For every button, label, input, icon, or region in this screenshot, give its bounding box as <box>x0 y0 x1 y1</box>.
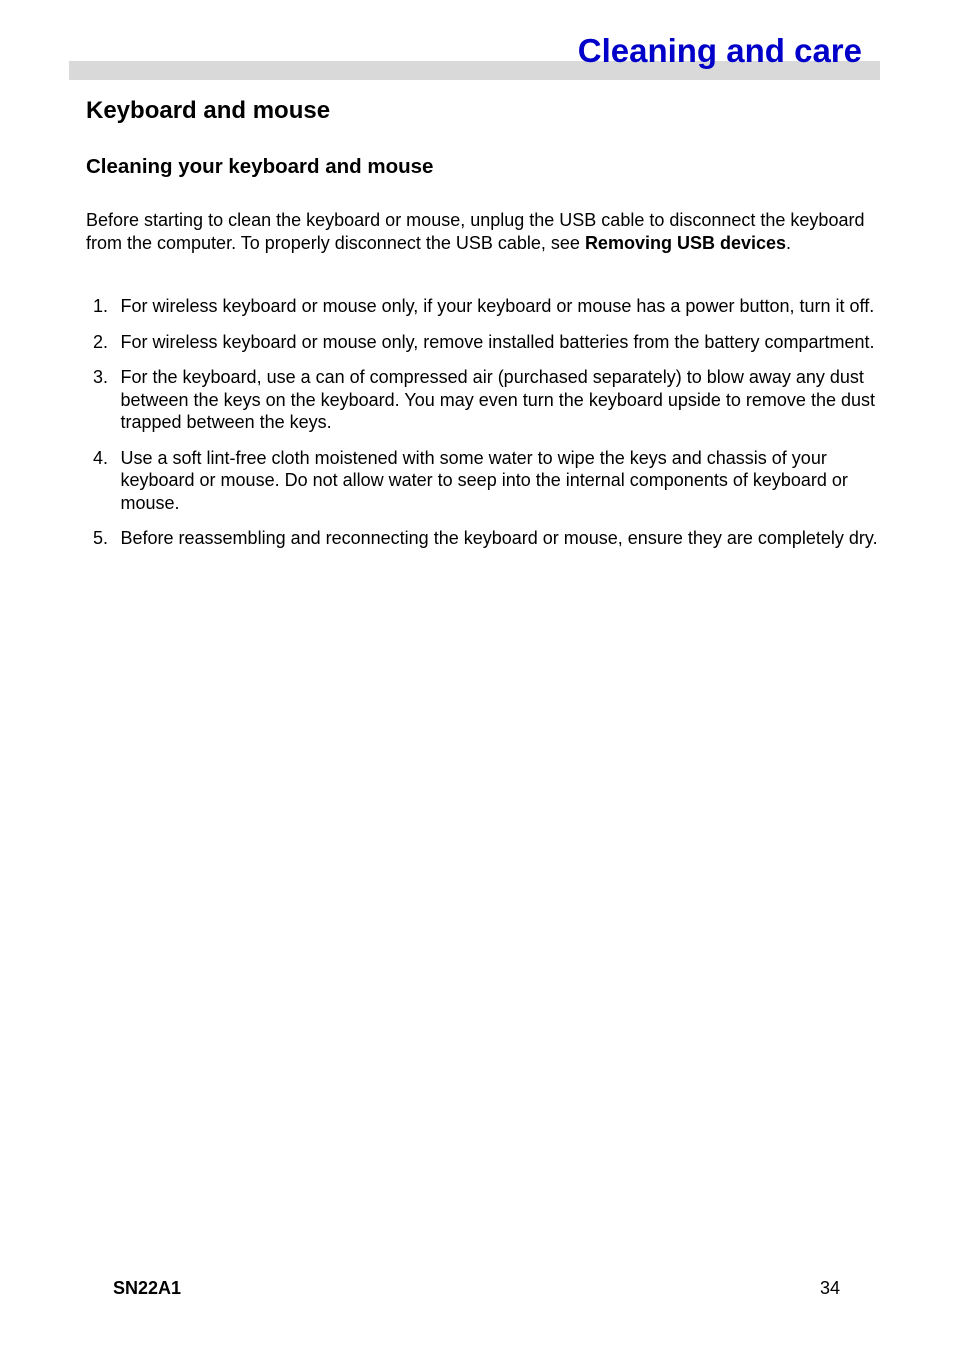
page-number: 34 <box>819 1278 840 1298</box>
list-item <box>86 527 896 550</box>
step-number: 3. <box>93 367 109 387</box>
step-text: For wireless keyboard or mouse only, remove installed batteries from the battery compartment. <box>120 331 875 352</box>
step-text: For wireless keyboard or mouse only, if your keyboard or mouse has a power button, turn it off. <box>120 296 875 316</box>
intro-paragraph <box>86 209 866 254</box>
chapter-title: Cleaning and care <box>577 32 862 69</box>
intro-text: Before starting to clean the keyboard or mouse, unplug the USB cable to disconnect the keyboard from the computer. To properly disconnect the USB cable, see <box>86 210 865 253</box>
intro-end: . <box>786 232 792 253</box>
list-item <box>86 366 896 434</box>
step-number: 5. <box>93 528 109 548</box>
step-number: 1. <box>93 296 109 316</box>
section-title: Keyboard and mouse <box>86 97 331 124</box>
step-text: For the keyboard, use a can of compressed air (purchased separately) to blow away any dust between the keys on the keyboard. You may even turn the keyboard upside to remove the dust trapped between the keys. <box>120 367 875 432</box>
step-text: Use a soft lint-free cloth moistened with some water to wipe the keys and chassis of your keyboard or mouse. Do not allow water to seep into the internal components of keyboard or mouse. <box>120 447 848 513</box>
subsection-title: Cleaning your keyboard and mouse <box>86 155 434 178</box>
list-item <box>86 295 896 318</box>
step-number: 2. <box>93 331 109 352</box>
cleaning-steps-list <box>86 295 896 563</box>
list-item <box>86 331 896 354</box>
removing-usb-devices-reference: Removing USB devices <box>584 232 787 253</box>
step-number: 4. <box>93 447 109 468</box>
list-item <box>86 447 896 515</box>
step-text: Before reassembling and reconnecting the keyboard or mouse, ensure they are completely dry. <box>120 528 878 548</box>
footer-model: SN22A1 <box>113 1278 182 1298</box>
